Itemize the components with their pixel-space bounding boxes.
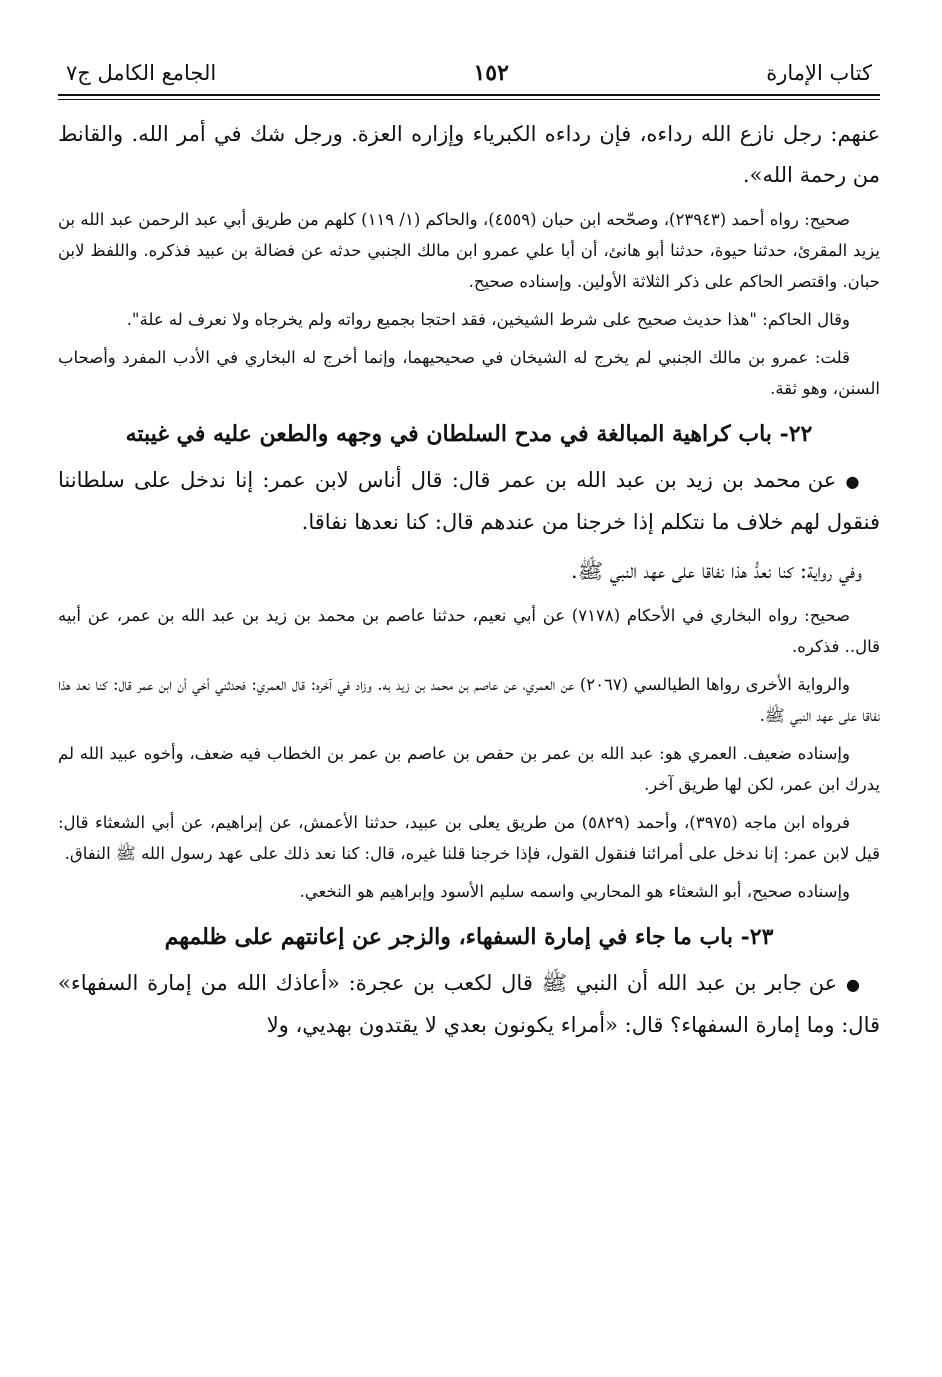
isnad-weakness-note: وإسناده ضعيف. العمري هو: عبد الله بن عمر بن حفص بن عاصم بن عمر بن الخطاب فيه ضعف، وأخوه عبيد الله لم يدرك ابن عمر، لكن لها طريق آخر. [58,744,880,794]
bullet-icon: ● [845,472,862,491]
isnad-sahih-note: وإسناده صحيح، أبو الشعثاء هو المحاربي واسمه سليم الأسود وإبراهيم هو النخعي. [299,882,850,901]
bullet-icon: ● [845,975,862,994]
takhrij-note-ibn-majah: فرواه ابن ماجه (٣٩٧٥)، وأحمد (٥٨٢٩) من طريق يعلى بن عبيد، حدثنا الأعمش، عن إبراهيم، عن أبي الشعثاء قال: قيل لابن عمر: إنا ندخل على أمرائنا فنقول القول، فإذا خرجنا قلنا غيره، قال: كنا نعد ذلك على عهد رسول الله ﷺ النفاق. [58,813,880,863]
hadith-variant: وفي رواية: كنا نعدُّ هذا نفاقا على عهد النبي ﷺ. [571,559,862,583]
hadith-jabir [58,963,880,1046]
header-rule-thin [58,99,880,100]
book-title: الجامع الكامل ج٧ [66,61,217,85]
hadith-ibn-umar [58,460,880,543]
chapter-heading-23: ٢٣- باب ما جاء في إمارة السفهاء، والزجر عن إعانتهم على ظلمهم [164,924,774,950]
running-header [58,58,880,92]
chapter-heading-22: ٢٢- باب كراهية المبالغة في مدح السلطان في وجهه والطعن عليه في غيبته [125,421,813,447]
hadith-continuation: عنهم: رجل نازع الله رداءه، فإن رداءه الكبرياء وإزاره العزة. ورجل شك في أمر الله. والقانط من رحمة الله». [58,122,880,187]
section-title: كتاب الإمارة [766,61,872,85]
takhrij-note-tayalisi: والرواية الأخرى رواها الطيالسي (٢٠٦٧) عن العمري، عن عاصم بن محمد بن زيد به. وزاد في آخره: قال العمري: فحدثني أخي أن ابن عمر قال: كنا نعد هذا نفاقا على عهد النبي ﷺ. [58,675,880,725]
hadith-text: عن محمد بن زيد بن عبد الله بن عمر قال: قال أناس لابن عمر: إنا ندخل على سلطاننا فنقول لهم خلاف ما نتكلم إذا خرجنا من عندهم قال: كنا نعدها نفاقا. [58,468,880,534]
hadith-text: عن جابر بن عبد الله أن النبي ﷺ قال لكعب بن عجرة: «أعاذك الله من إمارة السفهاء» قال: وما إمارة السفهاء؟ قال: «أمراء يكونون بعدي لا يقتدون بهديي، ولا [58,971,880,1037]
takhrij-note-bukhari: صحيح: رواه البخاري في الأحكام (٧١٧٨) عن أبي نعيم، حدثنا عاصم بن محمد بن زيد بن عبد الله بن عمر، عن أبيه قال.. فذكره. [58,606,880,656]
author-comment: قلت: عمرو بن مالك الجنبي لم يخرج له الشيخان في صحيحيهما، وإنما أخرج له البخاري في الأدب المفرد وأصحاب السنن، وهو ثقة. [58,348,880,398]
hakim-note: وقال الحاكم: "هذا حديث صحيح على شرط الشيخين، فقد احتجا بجميع رواته ولم يخرجاه ولا نعرف له علة". [126,310,850,329]
header-rule [58,94,880,96]
takhrij-note: صحيح: رواه أحمد (٢٣٩٤٣)، وصحّحه ابن حبان (٤٥٥٩)، والحاكم (١/ ١١٩) كلهم من طريق أبي عبد الرحمن عبد الله بن يزيد المقرئ، حدثنا حيوة، حدثنا أبو هانئ، أن أبا علي عمرو ابن مالك الجنبي حدثه عن فضالة بن عبيد فذكره. واللفظ لابن حبان. واقتصر الحاكم على ذكر الثلاثة الأولين. وإسناده صحيح. [58,210,880,291]
page-number: ١٥٢ [473,60,509,86]
